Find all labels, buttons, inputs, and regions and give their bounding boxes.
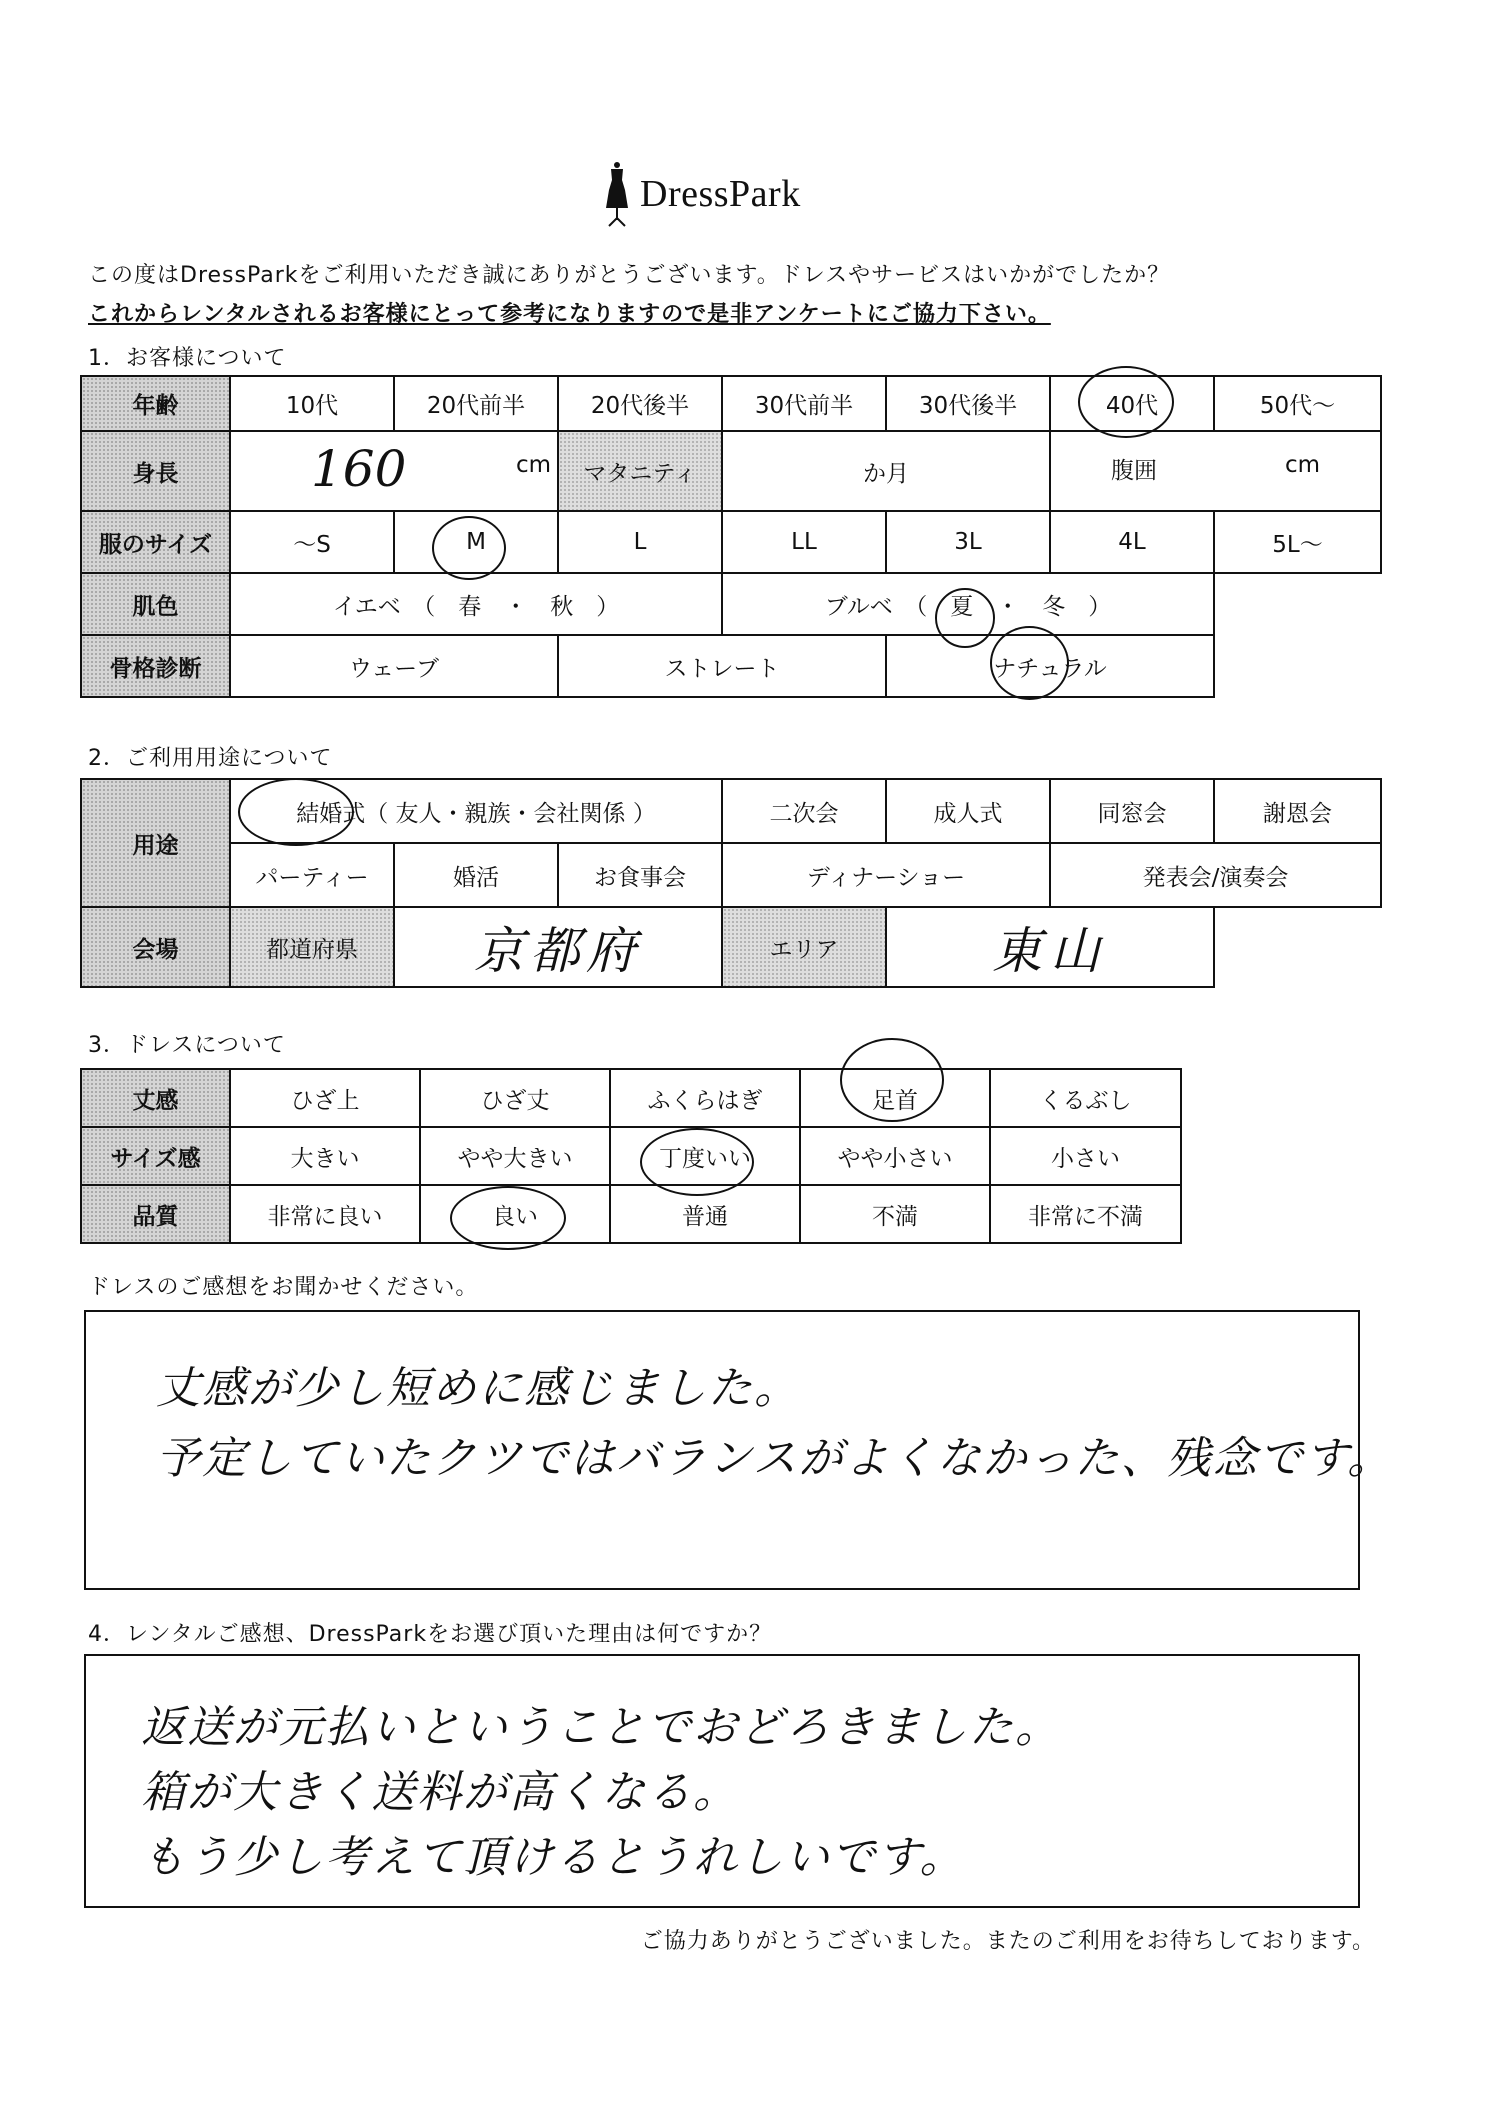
section4-title: 4．レンタルご感想、DressParkをお選び頂いた理由は何ですか？ xyxy=(88,1622,773,1647)
skin-selection-circle xyxy=(935,588,995,648)
age-option[interactable]: 20代後半 xyxy=(558,376,722,431)
purpose-option[interactable]: 謝恩会 xyxy=(1214,779,1381,843)
comment-line-1: 丈感が少し短めに感じました。 xyxy=(156,1363,800,1414)
fit-option[interactable]: 小さい xyxy=(990,1127,1181,1185)
answer-line-3: もう少し考えて頂けるとうれしいです。 xyxy=(141,1832,966,1883)
size-option[interactable]: 〜S xyxy=(230,511,394,573)
waist-label: 腹囲 xyxy=(1111,458,1157,484)
length-option[interactable]: ふくらはぎ xyxy=(610,1069,800,1127)
fit-label: サイズ感 xyxy=(81,1127,230,1185)
answer-line-1: 返送が元払いということでおどろきました。 xyxy=(141,1702,1061,1753)
quality-label: 品質 xyxy=(81,1185,230,1243)
fit-option[interactable]: 大きい xyxy=(230,1127,420,1185)
size-option[interactable]: 5L〜 xyxy=(1214,511,1381,573)
size-option[interactable]: L xyxy=(558,511,722,573)
age-option[interactable]: 10代 xyxy=(230,376,394,431)
purpose-option[interactable]: 同窓会 xyxy=(1050,779,1214,843)
frame-option-selected[interactable]: ナチュラル xyxy=(886,635,1214,697)
age-option[interactable]: 30代後半 xyxy=(886,376,1050,431)
age-selection-circle xyxy=(1078,366,1174,438)
age-label: 年齢 xyxy=(81,376,230,431)
comment-prompt: ドレスのご感想をお聞かせください。 xyxy=(88,1275,479,1300)
age-option[interactable]: 30代前半 xyxy=(722,376,886,431)
quality-option-selected[interactable]: 良い xyxy=(420,1185,610,1243)
answer-line-2: 箱が大きく送料が高くなる。 xyxy=(141,1767,739,1818)
area-value: 東山 xyxy=(992,922,1109,980)
dress-form-icon xyxy=(600,160,634,230)
fit-option[interactable]: やや小さい xyxy=(800,1127,990,1185)
height-field[interactable] xyxy=(230,431,558,511)
empty-cell xyxy=(1214,635,1381,697)
length-option[interactable]: ひざ丈 xyxy=(420,1069,610,1127)
height-label: 身長 xyxy=(81,431,230,511)
quality-selection-circle xyxy=(450,1186,566,1250)
fit-selection-circle xyxy=(640,1128,754,1196)
footer-thanks: ご協力ありがとうございました。またのご利用をお待ちしております。 xyxy=(640,1929,1375,1954)
purpose-label: 用途 xyxy=(81,779,230,907)
quality-option[interactable]: 不満 xyxy=(800,1185,990,1243)
intro-line-2: これからレンタルされるお客様にとって参考になりますので是非アンケートにご協力下さい。 xyxy=(88,302,1051,327)
size-option-selected[interactable]: M xyxy=(394,511,558,573)
quality-option[interactable]: 非常に不満 xyxy=(990,1185,1181,1243)
skin-label: 肌色 xyxy=(81,573,230,635)
length-option[interactable]: ひざ上 xyxy=(230,1069,420,1127)
quality-option[interactable]: 普通 xyxy=(610,1185,800,1243)
purpose-option-selected[interactable]: 結婚式（ 友人・親族・会社関係 ） xyxy=(230,779,722,843)
age-option[interactable]: 50代〜 xyxy=(1214,376,1381,431)
brand-name: DressPark xyxy=(640,173,801,215)
purpose-option[interactable]: ディナーショー xyxy=(722,843,1050,907)
dress-comment-box[interactable] xyxy=(84,1310,1394,1590)
maternity-months-field[interactable] xyxy=(722,431,1050,511)
length-selection-circle xyxy=(840,1038,944,1122)
size-selection-circle xyxy=(432,516,506,580)
purpose-option[interactable]: 発表会/演奏会 xyxy=(1050,843,1381,907)
waist-unit: cm xyxy=(1284,452,1320,478)
months-unit: か月 xyxy=(863,460,909,487)
size-option[interactable]: 4L xyxy=(1050,511,1214,573)
skin-blue-option[interactable]: ブルベ （ 夏 ・ 冬 ） xyxy=(722,573,1214,635)
fit-option[interactable]: やや大きい xyxy=(420,1127,610,1185)
length-option[interactable]: くるぶし xyxy=(990,1069,1181,1127)
purpose-option[interactable]: 婚活 xyxy=(394,843,558,907)
age-option[interactable]: 20代前半 xyxy=(394,376,558,431)
purpose-selection-circle xyxy=(238,778,354,846)
height-unit: cm xyxy=(515,452,551,478)
venue-label: 会場 xyxy=(81,907,230,987)
height-value: 160 xyxy=(311,440,407,498)
area-field[interactable] xyxy=(886,907,1214,987)
rental-comment-box[interactable] xyxy=(84,1654,1360,1908)
age-option-selected[interactable]: 40代 xyxy=(1050,376,1214,431)
dresspark-logo xyxy=(600,160,860,230)
length-label: 丈感 xyxy=(81,1069,230,1127)
empty-cell xyxy=(1214,907,1381,987)
prefecture-field[interactable] xyxy=(394,907,722,987)
empty-cell xyxy=(1214,573,1381,635)
size-option[interactable]: 3L xyxy=(886,511,1050,573)
size-label: 服のサイズ xyxy=(81,511,230,573)
fit-option-selected[interactable]: 丁度いい xyxy=(610,1127,800,1185)
section3-title: 3．ドレスについて xyxy=(88,1033,286,1058)
purpose-option[interactable]: 成人式 xyxy=(886,779,1050,843)
frame-option[interactable]: ウェーブ xyxy=(230,635,558,697)
length-option-selected[interactable]: 足首 xyxy=(800,1069,990,1127)
frame-label: 骨格診断 xyxy=(81,635,230,697)
dress-table xyxy=(80,1068,1182,1244)
customer-table xyxy=(80,375,1382,698)
area-label: エリア xyxy=(722,907,886,987)
comment-line-2: 予定していたクツではバランスがよくなかった、残念です。 xyxy=(156,1433,1394,1484)
purpose-option[interactable]: お食事会 xyxy=(558,843,722,907)
quality-option[interactable]: 非常に良い xyxy=(230,1185,420,1243)
prefecture-value: 京都府 xyxy=(474,922,643,980)
frame-selection-circle xyxy=(990,626,1069,700)
prefecture-label: 都道府県 xyxy=(230,907,394,987)
skin-yellow-option[interactable]: イエベ （ 春 ・ 秋 ） xyxy=(230,573,722,635)
section1-title: 1．お客様について xyxy=(88,346,287,371)
frame-option[interactable]: ストレート xyxy=(558,635,886,697)
waist-field[interactable] xyxy=(1050,431,1381,511)
purpose-option[interactable]: 二次会 xyxy=(722,779,886,843)
size-option[interactable]: LL xyxy=(722,511,886,573)
intro-line-1: この度はDressParkをご利用いただき誠にありがとうございます。ドレスやサービスはいかがでしたか？ xyxy=(88,263,1171,288)
maternity-label: マタニティ xyxy=(558,431,722,511)
purpose-option[interactable]: パーティー xyxy=(230,843,394,907)
section2-title: 2．ご利用用途について xyxy=(88,746,333,771)
